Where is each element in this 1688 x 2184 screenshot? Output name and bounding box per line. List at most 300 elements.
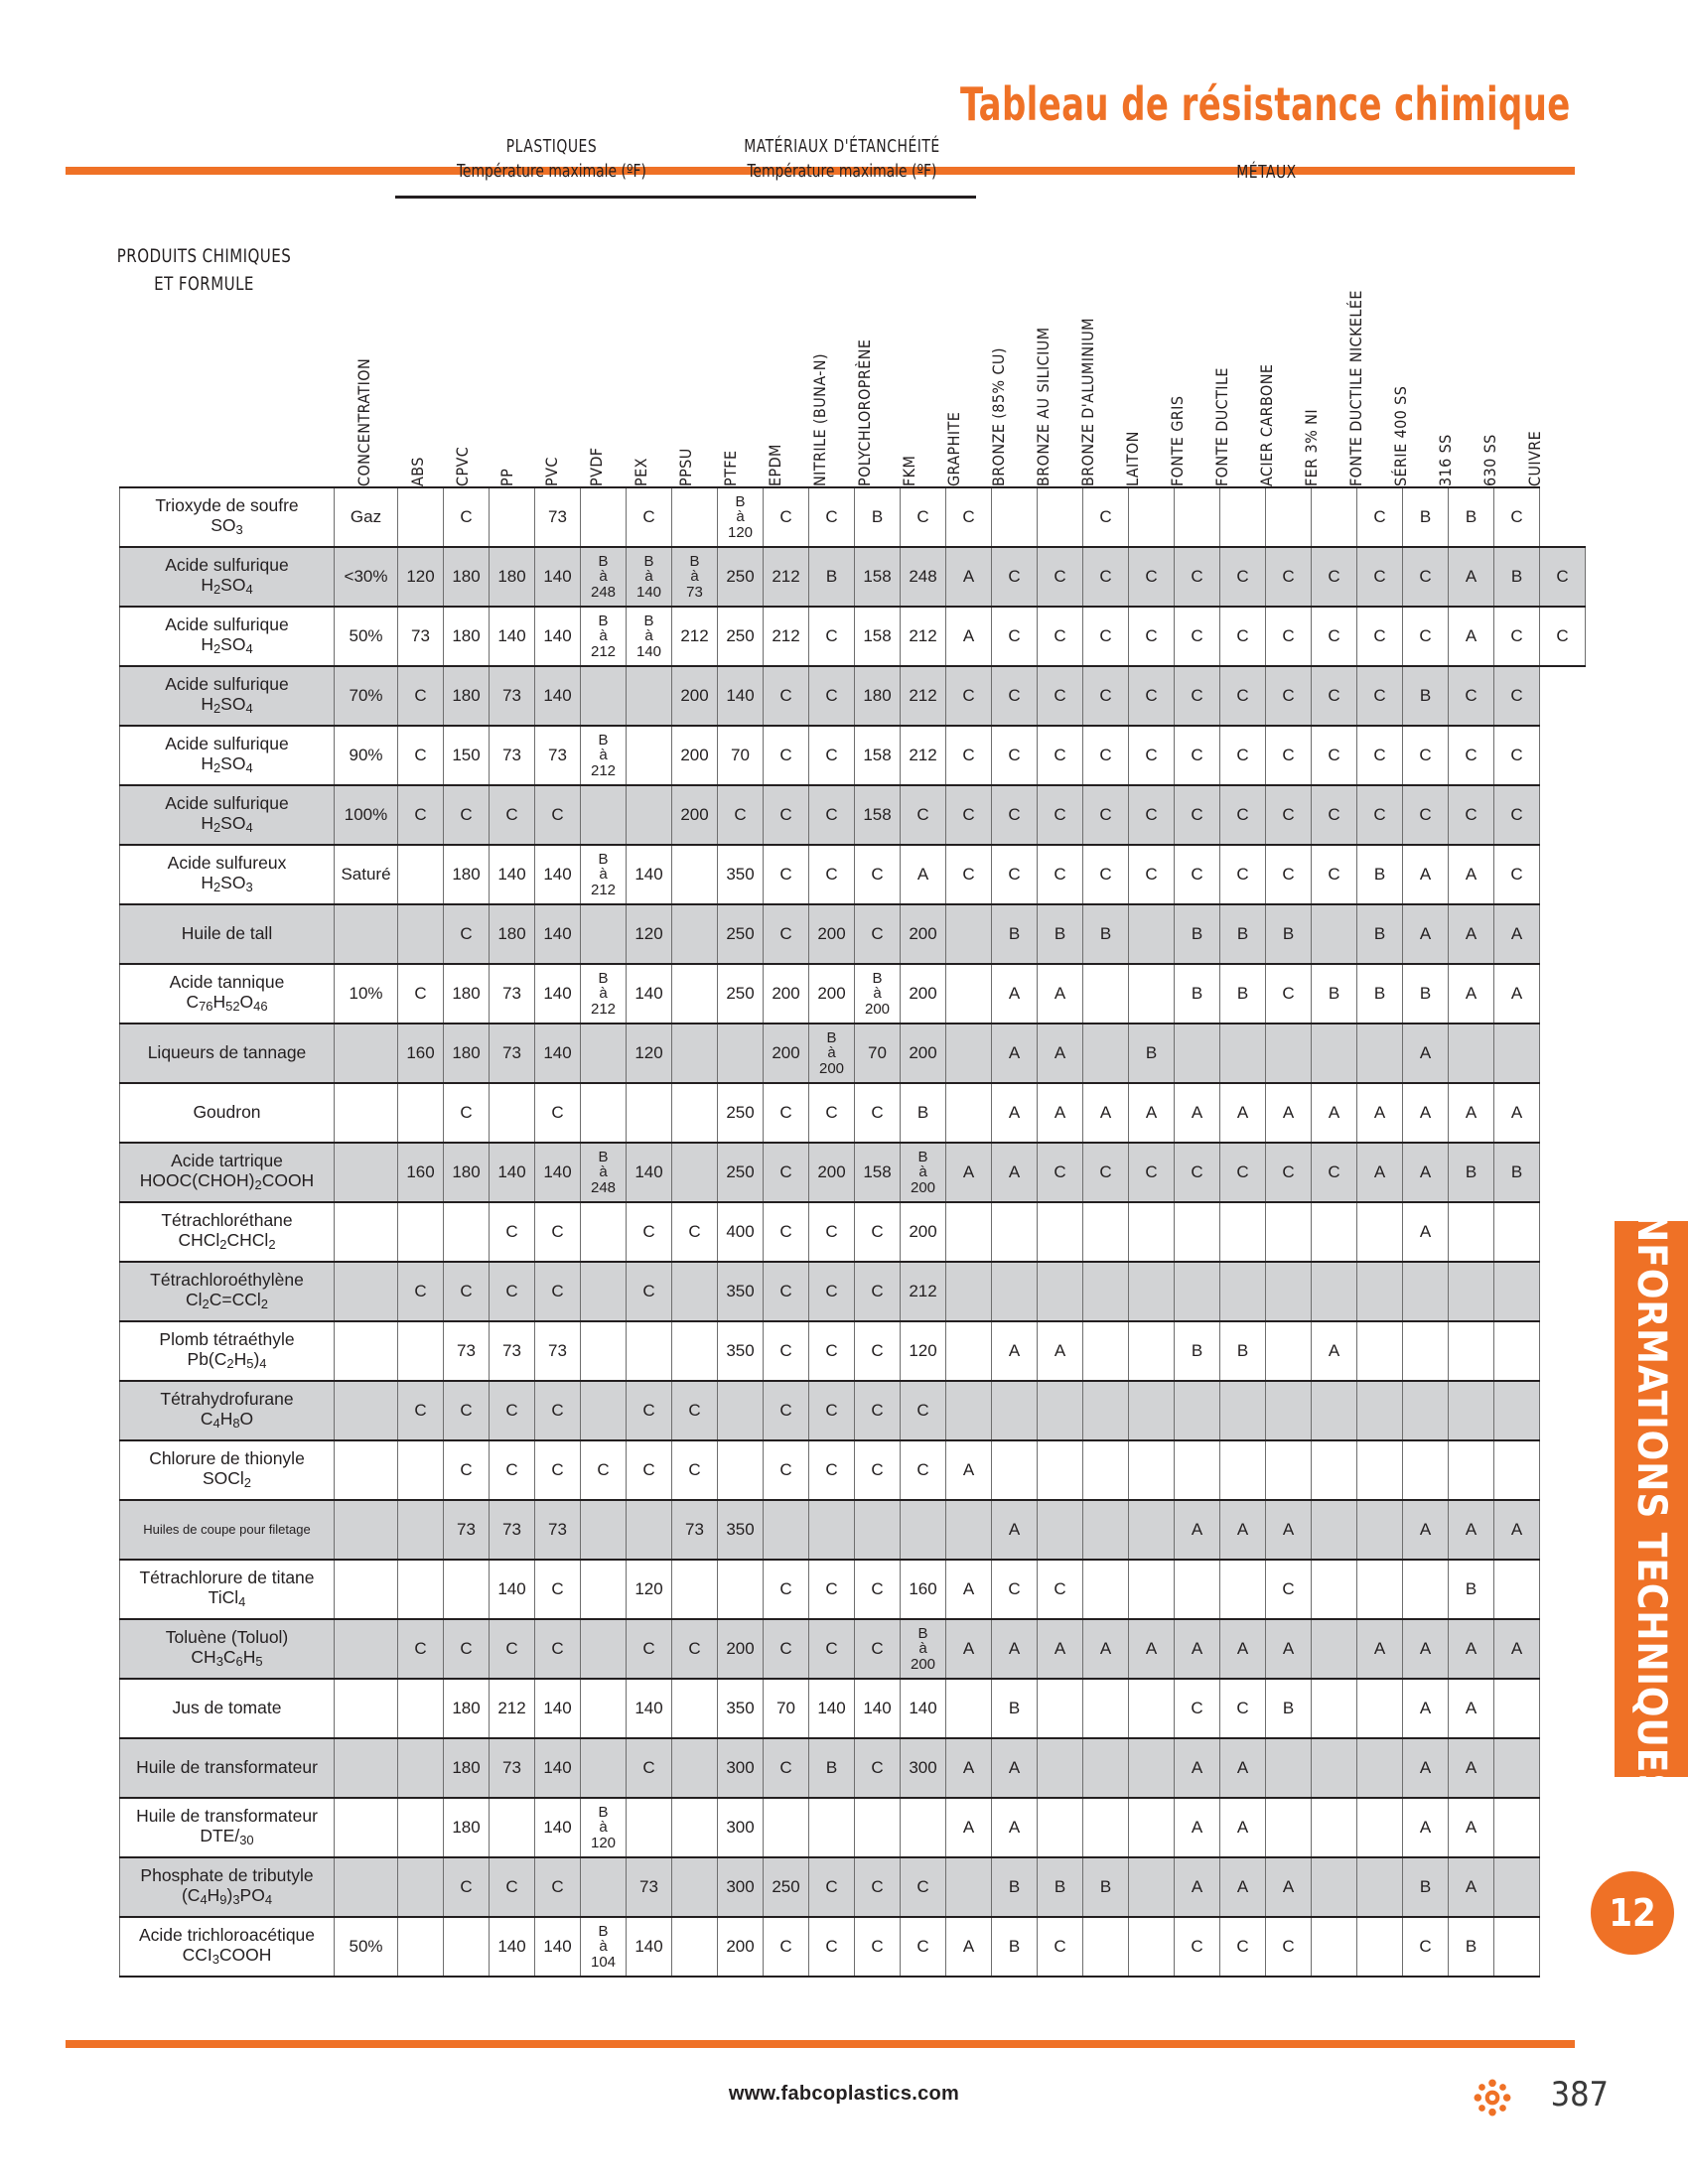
- rating-cell: A: [1403, 845, 1449, 904]
- rating-cell: B: [855, 487, 901, 547]
- corner-line-1: PRODUITS CHIMIQUES: [116, 245, 292, 267]
- page-title: Tableau de résistance chimique: [960, 77, 1571, 131]
- rating-cell: 140: [535, 1738, 581, 1798]
- rating-cell: [1357, 1024, 1403, 1083]
- rating-cell: B: [1403, 1857, 1449, 1917]
- rating-cell: C: [1175, 845, 1220, 904]
- rating-cell: B à 140: [627, 547, 672, 607]
- rating-cell: [581, 1321, 627, 1381]
- rating-cell: 180: [444, 1024, 490, 1083]
- column-label-pp: PP: [496, 468, 516, 486]
- rating-cell: 200: [809, 1143, 855, 1202]
- rating-cell: C: [1083, 785, 1129, 845]
- rating-cell: C: [627, 487, 672, 547]
- rating-cell: A: [1357, 1619, 1403, 1679]
- rating-cell: C: [855, 1560, 901, 1619]
- rating-cell: 140: [490, 1560, 535, 1619]
- rating-cell: A: [1403, 1679, 1449, 1738]
- rating-cell: C: [764, 1560, 809, 1619]
- rating-cell: C: [1403, 1917, 1449, 1977]
- rating-cell: [1312, 1440, 1357, 1500]
- rating-cell: C: [1220, 1917, 1266, 1977]
- rating-cell: 150: [444, 726, 490, 785]
- rating-cell: 73: [490, 1500, 535, 1560]
- rating-cell: [1083, 1381, 1129, 1440]
- rating-cell: [809, 1798, 855, 1857]
- rating-cell: B à 212: [581, 845, 627, 904]
- rating-cell: C: [1540, 607, 1586, 666]
- rating-cell: C: [809, 607, 855, 666]
- rating-cell: C: [1220, 547, 1266, 607]
- rating-cell: [1129, 904, 1175, 964]
- rating-cell: A: [1312, 1321, 1357, 1381]
- rating-cell: 73: [490, 666, 535, 726]
- rating-cell: [1038, 487, 1083, 547]
- rating-cell: C: [1129, 785, 1175, 845]
- rating-cell: C: [627, 1381, 672, 1440]
- rating-cell: [1312, 1917, 1357, 1977]
- rating-cell: C: [809, 1440, 855, 1500]
- rating-cell: C: [535, 1440, 581, 1500]
- rating-cell: [1266, 1381, 1312, 1440]
- rating-cell: C: [1403, 785, 1449, 845]
- rating-cell: C: [444, 1619, 490, 1679]
- rating-cell: [1494, 1738, 1540, 1798]
- table-row: [120, 487, 1586, 547]
- rating-cell: A: [1220, 1857, 1266, 1917]
- rating-cell: B à 140: [627, 607, 672, 666]
- rating-cell: C: [764, 1321, 809, 1381]
- rating-cell: C: [1312, 726, 1357, 785]
- concentration-cell: 10%: [335, 964, 398, 1024]
- rating-cell: 73: [490, 964, 535, 1024]
- rating-cell: C: [764, 1619, 809, 1679]
- rating-cell: C: [855, 1917, 901, 1977]
- rating-cell: B: [992, 904, 1038, 964]
- rating-cell: [672, 1262, 718, 1321]
- rating-cell: C: [1129, 607, 1175, 666]
- rating-cell: [1312, 1738, 1357, 1798]
- column-label-ppsu: PPSU: [675, 448, 695, 486]
- rating-cell: [672, 904, 718, 964]
- rating-cell: A: [1220, 1619, 1266, 1679]
- rating-cell: B: [1083, 1857, 1129, 1917]
- rating-cell: C: [1494, 845, 1540, 904]
- rating-cell: A: [1038, 1024, 1083, 1083]
- rating-cell: A: [946, 1738, 992, 1798]
- rating-cell: [1083, 964, 1129, 1024]
- chemical-name-cell: Huile de tall: [120, 904, 335, 964]
- rating-cell: A: [1403, 1500, 1449, 1560]
- rating-cell: 140: [490, 845, 535, 904]
- rating-cell: 158: [855, 785, 901, 845]
- rating-cell: [672, 487, 718, 547]
- rating-cell: [398, 1202, 444, 1262]
- rating-cell: 250: [718, 964, 764, 1024]
- rating-cell: [1266, 1738, 1312, 1798]
- rating-cell: [1312, 487, 1357, 547]
- rating-cell: [946, 1262, 992, 1321]
- rating-cell: B à 212: [581, 607, 627, 666]
- rating-cell: [1403, 1321, 1449, 1381]
- rating-cell: [1312, 1381, 1357, 1440]
- rating-cell: 250: [718, 607, 764, 666]
- rating-cell: A: [1449, 904, 1494, 964]
- rating-cell: 158: [855, 607, 901, 666]
- rating-cell: [398, 1440, 444, 1500]
- rating-cell: [1083, 1798, 1129, 1857]
- rating-cell: 73: [490, 726, 535, 785]
- rating-cell: [946, 1024, 992, 1083]
- rating-cell: 140: [855, 1679, 901, 1738]
- rating-cell: C: [1312, 845, 1357, 904]
- rating-cell: C: [444, 785, 490, 845]
- rating-cell: C: [855, 1262, 901, 1321]
- rating-cell: 180: [444, 666, 490, 726]
- group-header-mat-riaux-d-tanch-it: [727, 136, 957, 182]
- rating-cell: C: [1494, 607, 1540, 666]
- rating-cell: [627, 1500, 672, 1560]
- rating-cell: C: [444, 1381, 490, 1440]
- table-row: [120, 1679, 1586, 1738]
- table-row: [120, 1738, 1586, 1798]
- rating-cell: C: [1494, 487, 1540, 547]
- rating-cell: 350: [718, 1679, 764, 1738]
- rating-cell: A: [1312, 1083, 1357, 1143]
- rating-cell: C: [1038, 726, 1083, 785]
- rating-cell: C: [490, 1381, 535, 1440]
- rating-cell: C: [1403, 547, 1449, 607]
- rating-cell: C: [1266, 964, 1312, 1024]
- rating-cell: B à 200: [855, 964, 901, 1024]
- rating-cell: C: [1266, 845, 1312, 904]
- rating-cell: [490, 487, 535, 547]
- rating-cell: [1494, 1262, 1540, 1321]
- table-row: [120, 1262, 1586, 1321]
- column-label-polychloropr-ne: POLYCHLOROPRÈNE: [854, 339, 874, 486]
- concentration-cell: [335, 1083, 398, 1143]
- rating-cell: [1494, 1798, 1540, 1857]
- rating-cell: A: [992, 1619, 1038, 1679]
- rating-cell: B à 200: [901, 1619, 946, 1679]
- rating-cell: C: [855, 1321, 901, 1381]
- rating-cell: [1449, 1262, 1494, 1321]
- rating-cell: C: [992, 726, 1038, 785]
- chemical-name-cell: Plomb tétraéthyle $Pb(C_2H_5)_4$: [120, 1321, 335, 1381]
- rating-cell: [1312, 1857, 1357, 1917]
- rating-cell: C: [764, 1738, 809, 1798]
- rating-cell: C: [1494, 785, 1540, 845]
- rating-cell: A: [1175, 1619, 1220, 1679]
- rating-cell: C: [1129, 547, 1175, 607]
- column-label-laiton: LAITON: [1122, 431, 1142, 486]
- concentration-cell: [335, 1560, 398, 1619]
- rating-cell: A: [1449, 1500, 1494, 1560]
- rating-cell: [946, 1321, 992, 1381]
- rating-cell: [1449, 1202, 1494, 1262]
- rating-cell: [672, 1738, 718, 1798]
- rating-cell: 350: [718, 1500, 764, 1560]
- rating-cell: [1220, 1024, 1266, 1083]
- rating-cell: C: [1129, 726, 1175, 785]
- rating-cell: C: [490, 1202, 535, 1262]
- rating-cell: C: [1038, 666, 1083, 726]
- rating-cell: [1449, 1381, 1494, 1440]
- rating-cell: 140: [535, 1679, 581, 1738]
- rating-cell: [398, 1857, 444, 1917]
- rating-cell: C: [764, 904, 809, 964]
- rating-cell: C: [1083, 666, 1129, 726]
- rating-cell: B: [1038, 904, 1083, 964]
- rating-cell: A: [1449, 607, 1494, 666]
- rating-cell: [1038, 1679, 1083, 1738]
- rating-cell: C: [627, 1619, 672, 1679]
- rating-cell: 180: [855, 666, 901, 726]
- concentration-cell: [335, 1798, 398, 1857]
- rating-cell: C: [627, 1440, 672, 1500]
- concentration-cell: [335, 1202, 398, 1262]
- rating-cell: C: [855, 1440, 901, 1500]
- table-row: [120, 666, 1586, 726]
- rating-cell: [1175, 1560, 1220, 1619]
- rating-cell: C: [1220, 1679, 1266, 1738]
- rating-cell: B: [1266, 1679, 1312, 1738]
- rating-cell: C: [627, 1202, 672, 1262]
- rating-cell: C: [1357, 726, 1403, 785]
- rating-cell: C: [535, 1083, 581, 1143]
- rating-cell: 212: [901, 726, 946, 785]
- rating-cell: B: [1449, 1143, 1494, 1202]
- rating-cell: 70: [718, 726, 764, 785]
- rating-cell: 180: [490, 547, 535, 607]
- rating-cell: C: [764, 726, 809, 785]
- column-label-graphite: GRAPHITE: [943, 411, 963, 486]
- column-label-cuivre: CUIVRE: [1524, 430, 1544, 486]
- rating-cell: B à 212: [581, 726, 627, 785]
- rating-cell: B: [1083, 904, 1129, 964]
- rating-cell: [1266, 1321, 1312, 1381]
- table-row: [120, 726, 1586, 785]
- chemical-name-cell: Liqueurs de tannage: [120, 1024, 335, 1083]
- rating-cell: [764, 1500, 809, 1560]
- rating-cell: C: [764, 1143, 809, 1202]
- rating-cell: C: [490, 785, 535, 845]
- chemical-name-cell: Phosphate de tributyle $(C_4H_9)_3PO_4$: [120, 1857, 335, 1917]
- rating-cell: A: [1449, 1679, 1494, 1738]
- rating-cell: [398, 1083, 444, 1143]
- rating-cell: [1357, 1500, 1403, 1560]
- rating-cell: [1494, 1440, 1540, 1500]
- rating-cell: C: [535, 1560, 581, 1619]
- column-label-epdm: EPDM: [765, 444, 784, 486]
- rating-cell: A: [946, 607, 992, 666]
- rating-cell: C: [809, 1321, 855, 1381]
- rating-cell: [1357, 1440, 1403, 1500]
- column-label-ptfe: PTFE: [720, 450, 740, 486]
- page-title-row: [0, 77, 1688, 131]
- rating-cell: C: [764, 1381, 809, 1440]
- rating-cell: A: [1083, 1083, 1129, 1143]
- rating-cell: C: [901, 1381, 946, 1440]
- rating-cell: 140: [627, 845, 672, 904]
- rating-cell: A: [1403, 904, 1449, 964]
- rating-cell: 180: [444, 1143, 490, 1202]
- rating-cell: 200: [672, 666, 718, 726]
- chemical-name-cell: Tétrachloréthane CHCl$_2$CHCl$_2$: [120, 1202, 335, 1262]
- rating-cell: [946, 964, 992, 1024]
- table-row: [120, 1440, 1586, 1500]
- rating-cell: [581, 666, 627, 726]
- rating-cell: 140: [535, 1143, 581, 1202]
- rating-cell: 212: [764, 607, 809, 666]
- rating-cell: [398, 1917, 444, 1977]
- rating-cell: [581, 1500, 627, 1560]
- rating-cell: [581, 1024, 627, 1083]
- rating-cell: [1083, 1560, 1129, 1619]
- rating-cell: 120: [901, 1321, 946, 1381]
- rating-cell: C: [490, 1619, 535, 1679]
- chemical-name-cell: Acide sulfurique $H_2SO_4$: [120, 666, 335, 726]
- rating-cell: C: [398, 726, 444, 785]
- rating-cell: [855, 1798, 901, 1857]
- rating-cell: A: [1449, 1798, 1494, 1857]
- column-label-fkm: FKM: [899, 455, 918, 486]
- concentration-cell: [335, 1679, 398, 1738]
- rating-cell: 200: [809, 964, 855, 1024]
- rating-cell: [672, 1857, 718, 1917]
- rating-cell: 140: [627, 1679, 672, 1738]
- rating-cell: [672, 1679, 718, 1738]
- rating-cell: C: [992, 666, 1038, 726]
- concentration-cell: [335, 1619, 398, 1679]
- rating-cell: B à 120: [581, 1798, 627, 1857]
- rating-cell: 300: [718, 1857, 764, 1917]
- column-label-nitrile-buna-n: NITRILE (BUNA-N): [809, 353, 829, 486]
- rating-cell: C: [1129, 666, 1175, 726]
- rating-cell: A: [1494, 1083, 1540, 1143]
- rating-cell: [398, 1679, 444, 1738]
- rating-cell: [992, 1381, 1038, 1440]
- rating-cell: [627, 1321, 672, 1381]
- column-label-s-rie-400-ss: SÉRIE 400 SS: [1390, 385, 1410, 486]
- rating-cell: 158: [855, 726, 901, 785]
- column-label-fonte-gris: FONTE GRIS: [1167, 395, 1187, 486]
- rating-cell: 120: [627, 1024, 672, 1083]
- rating-cell: C: [1175, 666, 1220, 726]
- rating-cell: B à 200: [901, 1143, 946, 1202]
- rating-cell: C: [855, 1738, 901, 1798]
- bottom-rule: [66, 2040, 1575, 2048]
- rating-cell: 250: [718, 1143, 764, 1202]
- rating-cell: 250: [718, 1083, 764, 1143]
- rating-cell: A: [1449, 1738, 1494, 1798]
- rating-cell: B: [809, 1738, 855, 1798]
- rating-cell: C: [1129, 1143, 1175, 1202]
- rating-cell: A: [1494, 904, 1540, 964]
- rating-cell: C: [444, 904, 490, 964]
- rating-cell: C: [1312, 666, 1357, 726]
- rating-cell: 350: [718, 1262, 764, 1321]
- rating-cell: [1083, 1679, 1129, 1738]
- rating-cell: C: [1266, 1143, 1312, 1202]
- rating-cell: 200: [764, 964, 809, 1024]
- rating-cell: [946, 904, 992, 964]
- rating-cell: [1357, 1202, 1403, 1262]
- rating-cell: B: [1449, 1917, 1494, 1977]
- rating-cell: 140: [535, 904, 581, 964]
- chemical-name-cell: Chlorure de thionyle SOCl$_2$: [120, 1440, 335, 1500]
- rating-cell: C: [627, 1262, 672, 1321]
- table-row: [120, 1560, 1586, 1619]
- rating-cell: [1312, 1679, 1357, 1738]
- rating-cell: 200: [901, 1202, 946, 1262]
- rating-cell: [1083, 1738, 1129, 1798]
- rating-cell: A: [1129, 1619, 1175, 1679]
- rating-cell: [1312, 1619, 1357, 1679]
- rating-cell: C: [581, 1440, 627, 1500]
- rating-cell: 180: [444, 1738, 490, 1798]
- rating-cell: [946, 1083, 992, 1143]
- rating-cell: 158: [855, 547, 901, 607]
- rating-cell: C: [1540, 547, 1586, 607]
- rating-cell: 140: [627, 1917, 672, 1977]
- rating-cell: 250: [718, 547, 764, 607]
- rating-cell: [1129, 1560, 1175, 1619]
- rating-cell: [992, 1262, 1038, 1321]
- rating-cell: C: [1038, 1917, 1083, 1977]
- rating-cell: [718, 1440, 764, 1500]
- rating-cell: C: [764, 1202, 809, 1262]
- rating-cell: [1266, 1024, 1312, 1083]
- rating-cell: [1083, 1024, 1129, 1083]
- rating-cell: B: [992, 1917, 1038, 1977]
- rating-cell: 73: [672, 1500, 718, 1560]
- rating-cell: C: [764, 1083, 809, 1143]
- concentration-cell: <30%: [335, 547, 398, 607]
- rating-cell: A: [1083, 1619, 1129, 1679]
- rating-cell: A: [1357, 1143, 1403, 1202]
- rating-cell: [946, 1679, 992, 1738]
- rating-cell: [1357, 1857, 1403, 1917]
- rating-cell: C: [764, 666, 809, 726]
- rating-cell: B: [992, 1857, 1038, 1917]
- rating-cell: A: [1038, 964, 1083, 1024]
- rating-cell: A: [1403, 1202, 1449, 1262]
- rating-cell: C: [398, 666, 444, 726]
- concentration-cell: Saturé: [335, 845, 398, 904]
- table-row: [120, 964, 1586, 1024]
- rating-cell: 120: [627, 904, 672, 964]
- table-row: [120, 1500, 1586, 1560]
- rating-cell: C: [992, 1560, 1038, 1619]
- rating-cell: [672, 1321, 718, 1381]
- group-header-name: MATÉRIAUX D'ÉTANCHÉITÉ: [744, 136, 940, 157]
- rating-cell: C: [1083, 547, 1129, 607]
- rating-cell: C: [1266, 1560, 1312, 1619]
- rating-cell: [764, 1798, 809, 1857]
- rating-cell: C: [444, 1083, 490, 1143]
- rating-cell: [672, 1083, 718, 1143]
- rating-cell: A: [1266, 1857, 1312, 1917]
- rating-cell: C: [1266, 726, 1312, 785]
- rating-cell: C: [1083, 726, 1129, 785]
- rating-cell: C: [1175, 547, 1220, 607]
- rating-cell: [581, 1381, 627, 1440]
- table-row: [120, 1024, 1586, 1083]
- table-row: [120, 845, 1586, 904]
- rating-cell: C: [1038, 785, 1083, 845]
- rating-cell: C: [1083, 487, 1129, 547]
